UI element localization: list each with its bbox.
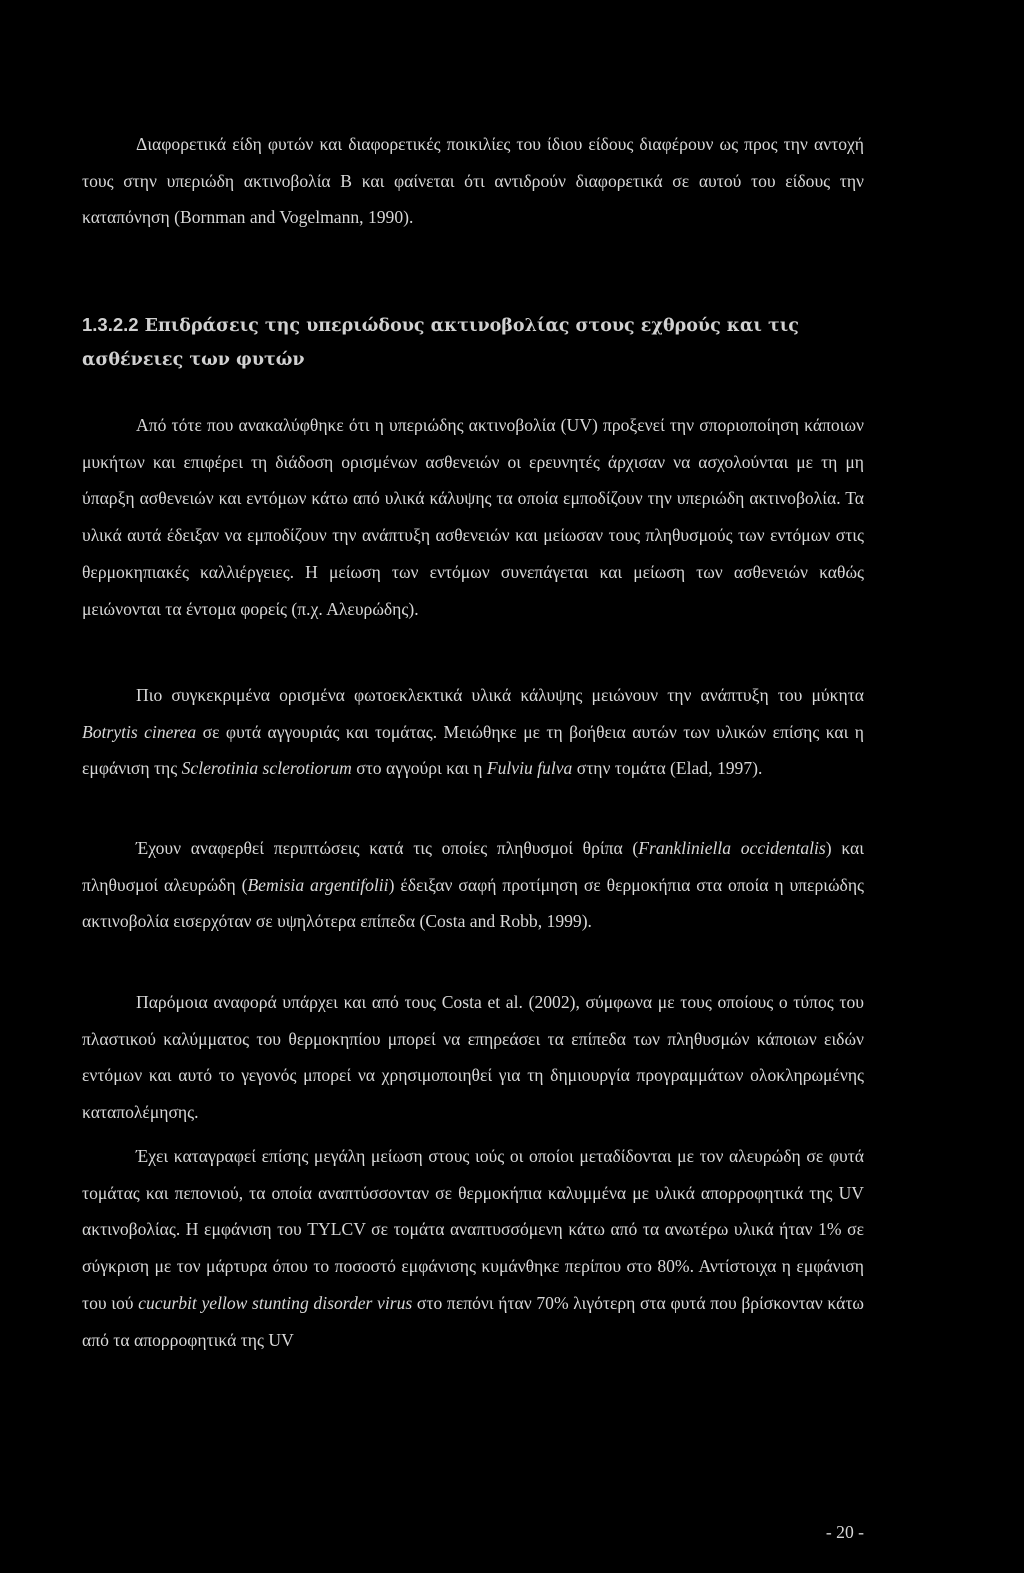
section-number: 1.3.2.2: [82, 314, 139, 335]
paragraph-uv-tolerance: Διαφορετικά είδη φυτών και διαφορετικές ποικιλίες του ίδιου είδους διαφέρουν ως προς την αντοχή τους στην υπεριώδη ακτινοβολία Β και φαίνεται ότι αντιδρούν διαφορετικά σε αυτού του είδους την καταπόνηση (Bornman and Vogelmann, 1990).: [82, 134, 864, 228]
page-number: - 20 -: [825, 1522, 864, 1542]
species-frankliniella: Frankliniella occidentalis: [638, 838, 826, 858]
paragraph-virus-reduction: Έχει καταγραφεί επίσης μεγάλη μείωση στους ιούς οι οποίοι μεταδίδονται με τον αλευρώδη σε φυτά τομάτας και πεπονιού, τα οποία αναπτύσσονταν σε θερμοκήπια καλυμμένα με υλικά απορροφητικά της UV ακτινοβολίας. Η εμφάνιση του TYLCV σε τομάτα αναπτυσσόμενη κάτω από τα ανωτέρω υλικά ήταν 1% σε σύγκριση με τον μάρτυρα όπου το ποσοστό εμφάνισης κυμάνθηκε περίπου στο 80%. Αντίστοιχα η εμφάνιση του ιού cucurbit yellow stunting disorder virus στο πεπόνι ήταν 70% λιγότερη στα φυτά που βρίσκονταν κάτω από τα απορροφητικά της UV: [82, 1146, 864, 1350]
section-title: Επιδράσεις της υπεριώδους ακτινοβολίας στους εχθρούς και τις ασθένειες των φυτών: [82, 316, 799, 370]
paragraph-thrips-whitefly: Έχουν αναφερθεί περιπτώσεις κατά τις οποίες πληθυσμοί θρίπα (Frankliniella occidentalis) και πληθυσμοί αλευρώδη (Bemisia argentifolii) έδειξαν σαφή προτίμηση σε θερμοκήπια στα οποία η υπεριώδης ακτινοβολία εισερχόταν σε υψηλότερα επίπεδα (Costa and Robb, 1999).: [82, 838, 864, 932]
species-fulvia: Fulviu fulva: [486, 758, 573, 779]
paragraph-costa-2002: Παρόμοια αναφορά υπάρχει και από τους Costa et al. (2002), σύμφωνα με τους οποίους ο τύπος του πλαστικού καλύμματος του θερμοκηπίου μπορεί να επηρεάσει τα επίπεδα των πληθυσμών κάποιων ειδών εντόμων και αυτό το γεγονός μπορεί να χρησιμοποιηθεί για τη δημιουργία προγραμμάτων ολοκληρωμένης καταπολέμησης.: [82, 992, 864, 1123]
species-bemisia: Bemisia argentifolii: [247, 874, 389, 895]
paragraph-photoselective-materials: Πιο συγκεκριμένα ορισμένα φωτοεκλεκτικά υλικά κάλυψης μειώνουν την ανάπτυξη του μύκητα Botrytis cinerea σε φυτά αγγουριάς και τομάτας. Μειώθηκε με τη βοήθεια αυτών των υλικών επίσης και η εμφάνιση της Sclerotinia sclerotiorum στο αγγούρι και η Fulviu fulva στην τομάτα (Elad, 1997).: [82, 685, 864, 779]
species-sclerotinia: Sclerotinia sclerotiorum: [181, 758, 352, 779]
section-heading: [82, 308, 872, 377]
paragraph-uv-diseases: Από τότε που ανακαλύφθηκε ότι η υπεριώδης ακτινοβολία (UV) προξενεί την σποριοποίηση κάποιων μυκήτων και επιφέρει τη διάδοση ορισμένων ασθενειών οι ερευνητές άρχισαν να ασχολούνται με τη μη ύπαρξη ασθενειών και εντόμων κάτω από υλικά κάλυψης τα οποία εμποδίζουν την υπεριώδη ακτινοβολία. Τα υλικά αυτά έδειξαν να εμποδίζουν την ανάπτυξη ασθενειών και μείωσαν τους πληθυσμούς των εντόμων στις θερμοκηπιακές καλλιέργειες. Η μείωση των εντόμων συνεπάγεται και μείωση των ασθενειών καθώς μειώνονται τα έντομα φορείς (π.χ. Αλευρώδης).: [82, 415, 864, 619]
virus-name: cucurbit yellow stunting disorder virus: [138, 1292, 413, 1313]
species-botrytis: Botrytis cinerea: [82, 721, 197, 742]
